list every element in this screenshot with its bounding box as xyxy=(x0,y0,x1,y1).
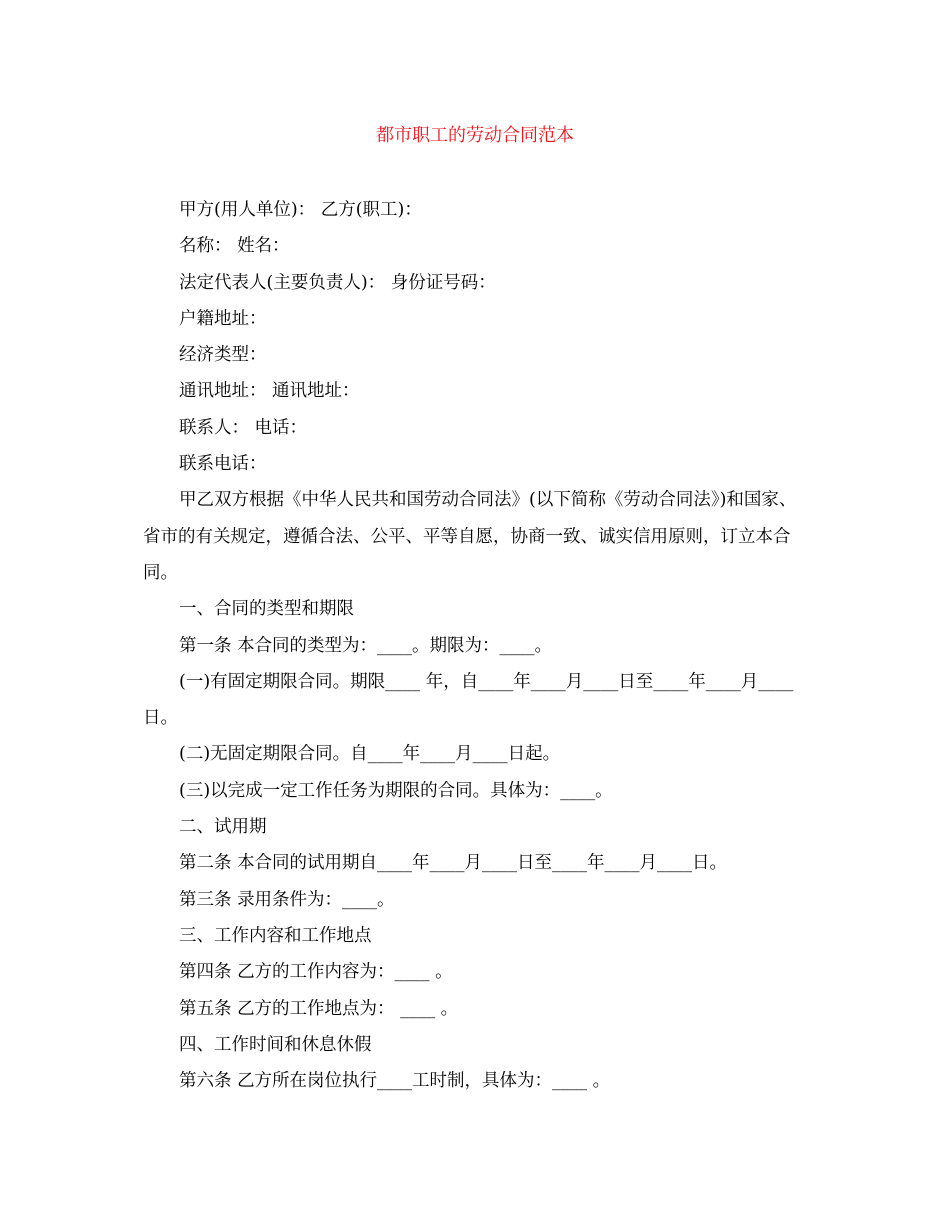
section-heading: 四、工作时间和休息休假 xyxy=(179,1034,372,1055)
article-1-item-1: (一)有固定期限合同。期限____ 年，自____年____月____日至____年____月____日。 xyxy=(143,671,794,729)
contact-person-line: 联系人： 电话： xyxy=(179,417,308,438)
article-1-item-3: (三)以完成一定工作任务为期限的合同。具体为：____。 xyxy=(179,780,613,801)
article-1-item-2: (二)无固定期限合同。自____年____月____日起。 xyxy=(179,744,561,765)
article-5: 第五条 乙方的工作地点为： ____ 。 xyxy=(179,998,459,1019)
party-line: 甲方(用人单位)： 乙方(职工)： xyxy=(179,200,422,220)
article-4: 第四条 乙方的工作内容为：____ 。 xyxy=(179,962,453,983)
document-body xyxy=(143,192,808,1099)
name-line: 名称： 姓名： xyxy=(179,236,290,257)
section-heading: 三、工作内容和工作地点 xyxy=(179,925,372,946)
household-address-line: 户籍地址： xyxy=(179,308,267,329)
document-title: 都市职工的劳动合同范本 xyxy=(376,125,574,146)
article-6: 第六条 乙方所在岗位执行____工时制，具体为：____ 。 xyxy=(179,1071,611,1092)
mailing-address-line: 通讯地址： 通讯地址： xyxy=(179,381,360,402)
section-heading: 二、试用期 xyxy=(179,817,267,838)
contact-phone-line: 联系电话： xyxy=(179,454,267,475)
intro-paragraph: 甲乙双方根据《中华人民共和国劳动合同法》(以下简称《劳动合同法》)和国家、省市的有关规定，遵循合法、公平、平等自愿，协商一致、诚实信用原则，订立本合同。 xyxy=(143,490,797,583)
article-2: 第二条 本合同的试用期自____年____月____日至____年____月____日。 xyxy=(179,853,728,874)
article-1: 第一条 本合同的类型为：____。期限为：____。 xyxy=(179,635,553,656)
article-3: 第三条 录用条件为：____。 xyxy=(179,889,395,910)
economic-type-line: 经济类型： xyxy=(179,345,267,366)
section-heading: 一、合同的类型和期限 xyxy=(179,599,354,620)
representative-line: 法定代表人(主要负责人)： 身份证号码： xyxy=(179,272,496,293)
